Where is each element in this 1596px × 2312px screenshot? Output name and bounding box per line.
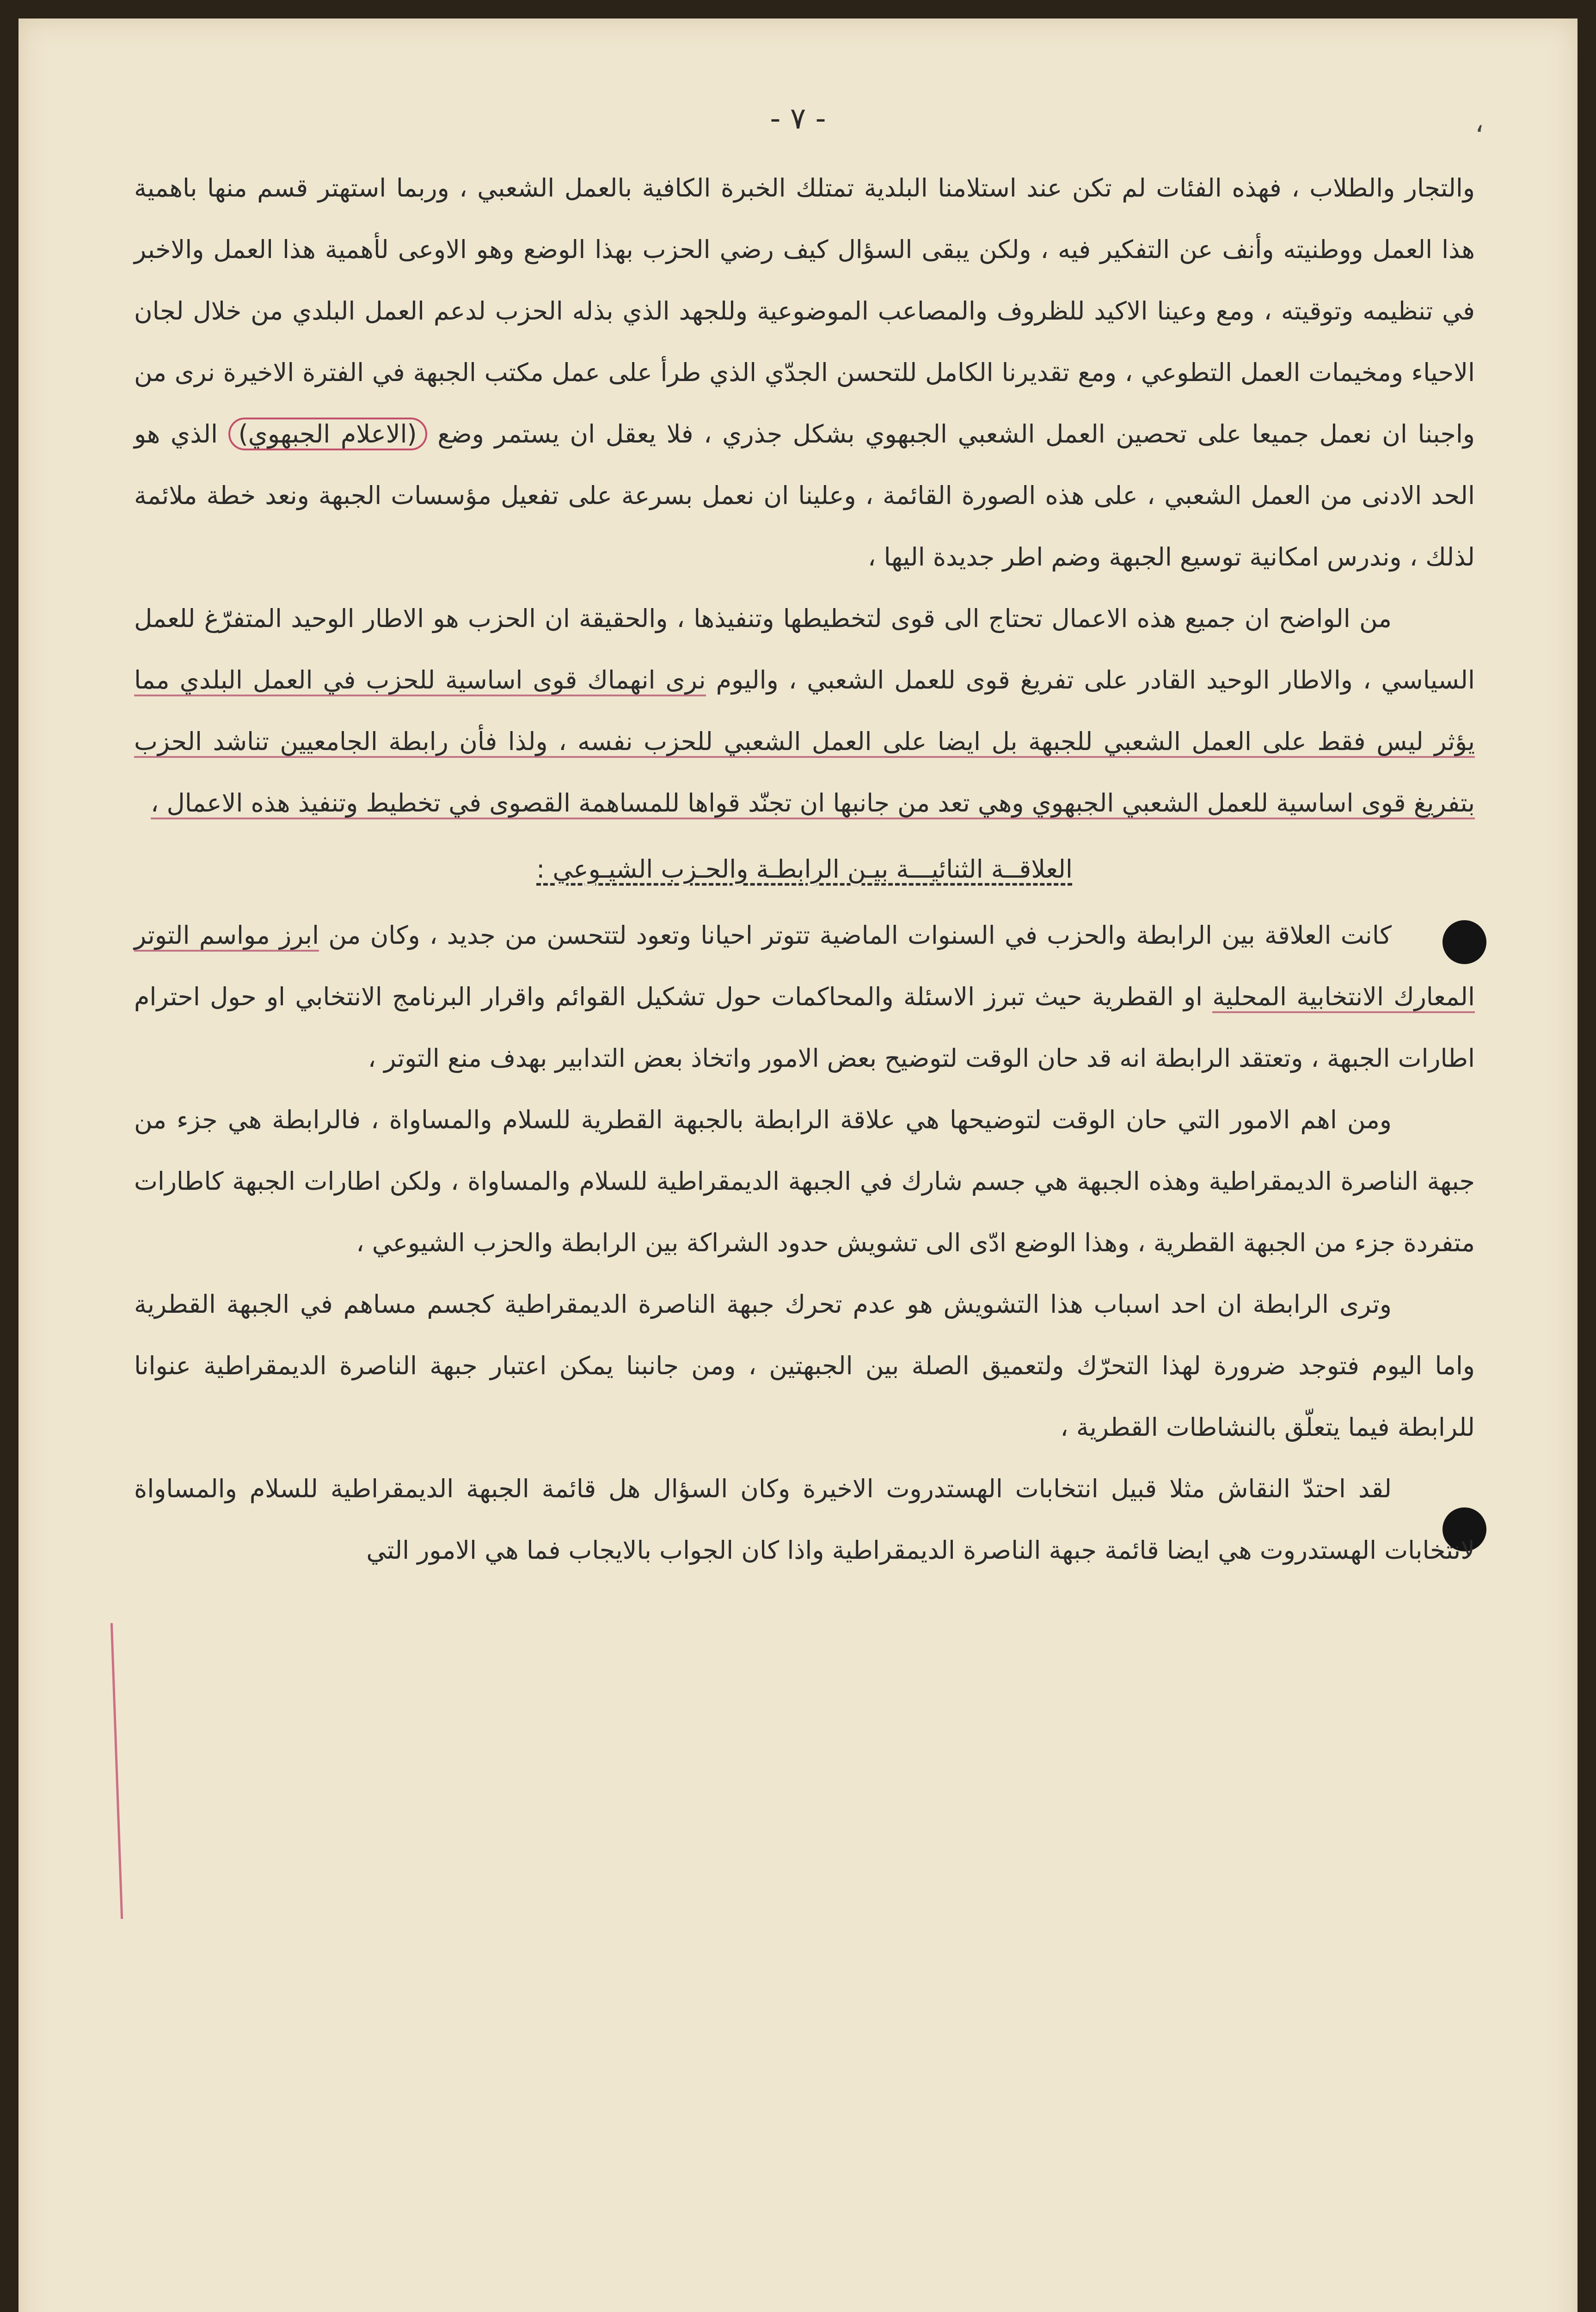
paragraph-4: ومن اهم الامور التي حان الوقت لتوضيحها هي علاقة الرابطة بالجبهة القطرية للسلام والمساواة ، فالرابطة هي جزء من جبهة الناصرة الديمقراطية وهذه الجبهة هي جسم شارك في الجبهة الديمقراطية للسلام والمساواة ، ولكن اطارات الجبهة كاطارات متفردة جزء من الجبهة القطرية ، وهذا الوضع ادّى الى تشويش حدود الشراكة بين الرابطة والحزب الشيوعي ، bbox=[134, 1105, 1475, 1257]
page-number: - ٧ - bbox=[770, 102, 826, 136]
paragraph-1-text: والتجار والطلاب ، فهذه الفئات لم تكن عند استلامنا البلدية تمتلك الخبرة الكافية بالعمل الشعبي ، وربما استهتر قسم منها باهمية هذا العمل ووطنيته وأنف عن التفكير فيه ، ولكن يبقى السؤال كيف رضي الحزب بهذا الوضع وهو الاوعى لأهمية هذا العمل والاخبر في تنظيمه وتوقيته ، ومع وعينا الاكيد للظروف والمصاعب الموضوعية وللجهد الذي بذله الحزب لدعم العمل البلدي من خلال لجان الاحياء ومخيمات العمل التطوعي ، ومع تقديرنا الكامل للتحسن الجدّي الذي طرأ على عمل مكتب الجبهة في الفترة الاخيرة نرى من واجبنا ان نعمل جميعا على تحصين العمل الشعبي الجبهوي بشكل جذري ، فلا يعقل ان يستمر وضع bbox=[134, 173, 1475, 449]
paragraph-2 bbox=[134, 588, 1475, 834]
paragraph-1 bbox=[134, 157, 1475, 588]
paragraph-2-text: من الواضح ان جميع هذه الاعمال تحتاج الى قوى لتخطيطها وتنفيذها ، والحقيقة ان الحزب هو الاطار الوحيد المتفرّغ للعمل السياسي ، والاطار الوحيد القادر على تفريغ قوى للعمل الشعبي ، واليوم bbox=[134, 604, 1475, 695]
circled-phrase: (الاعلام الجبهوي) bbox=[228, 418, 427, 450]
document-page bbox=[18, 18, 1578, 2312]
corner-mark: ، bbox=[1475, 106, 1484, 139]
paragraph-3 bbox=[134, 904, 1475, 1089]
paragraph-3-text-b: او القطرية حيث تبرز الاسئلة والمحاكمات حول تشكيل القوائم واقرار البرنامج الانتخابي او حول احترام اطارات الجبهة ، وتعتقد الرابطة انه قد حان الوقت لتوضيح بعض الامور واتخاذ بعض التدابير بهدف منع التوتر ، bbox=[134, 982, 1475, 1073]
paragraph-5: وترى الرابطة ان احد اسباب هذا التشويش هو عدم تحرك جبهة الناصرة الديمقراطية كجسم مساهم في الجبهة القطرية واما اليوم فتوجد ضرورة لهذا التحرّك ولتعميق الصلة بين الجبهتين ، ومن جانبنا يمكن اعتبار جبهة الناصرة الديمقراطية عنوانا للرابطة فيما يتعلّق بالنشاطات القطرية ، bbox=[134, 1290, 1475, 1442]
paragraph-3-text-a: كانت العلاقة بين الرابطة والحزب في السنوات الماضية تتوتر احيانا وتعود لتتحسن من جديد ، وكان من bbox=[328, 921, 1392, 950]
section-heading: العلاقــة الثنائيـــة بيـن الرابطـة والحـزب الشيـوعي : bbox=[536, 855, 1073, 884]
paragraph-2-underlined: نرى انهماك قوى اساسية للحزب في العمل البلدي مما يؤثر ليس فقط على العمل الشعبي للجبهة بل ايضا على العمل الشعبي للحزب نفسه ، ولذا فأن رابطة الجامعيين تناشد الحزب بتفريغ قوى اساسية للعمل الشعبي الجبهوي وهي تعد من جانبها ان تجنّد قواها للمساهمة القصوى في تخطيط وتنفيذ هذه الاعمال ، bbox=[134, 665, 1475, 819]
margin-annotation-line bbox=[110, 1623, 123, 1919]
paragraph-3-underlined: ابرز مواسم التوتر المعارك الانتخابية المحلية bbox=[134, 921, 1475, 1013]
paragraph-1-continuation: الذي هو الحد الادنى من العمل الشعبي ، على هذه الصورة القائمة ، وعلينا ان نعمل بسرعة على تفعيل مؤسسات الجبهة ونعد خطة ملائمة لذلك ، وندرس امكانية توسيع الجبهة وضم اطر جديدة اليها ، bbox=[134, 419, 1475, 572]
document-body bbox=[134, 157, 1475, 1581]
paragraph-6: لقد احتدّ النقاش مثلا قبيل انتخابات الهستدروت الاخيرة وكان السؤال هل قائمة الجبهة الديمقراطية للسلام والمساواة لانتخابات الهستدروت هي ايضا قائمة جبهة الناصرة الديمقراطية واذا كان الجواب بالايجاب فما هي الامور التي bbox=[134, 1474, 1475, 1565]
